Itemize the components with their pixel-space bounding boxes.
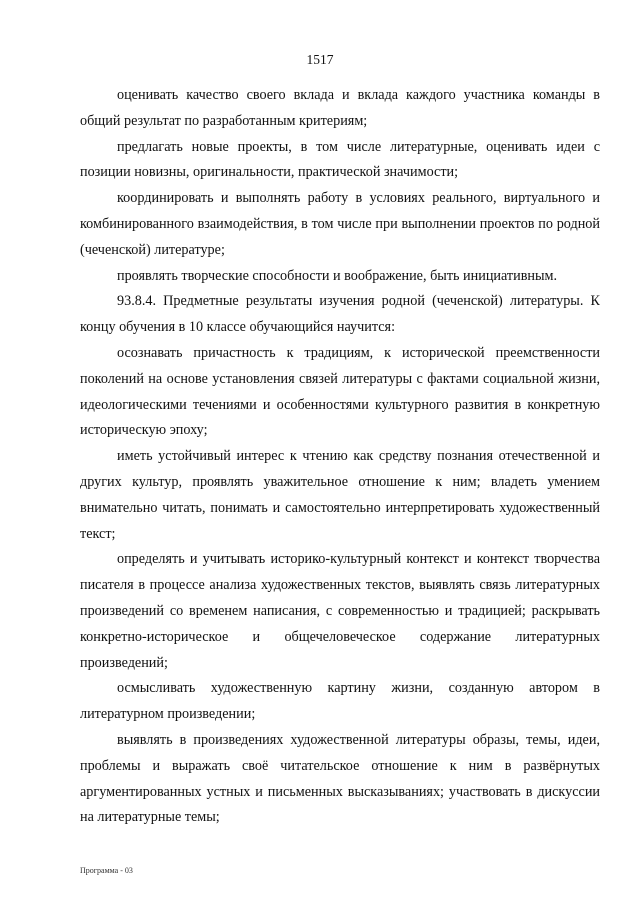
paragraph: проявлять творческие способности и воображение, быть инициативным. (117, 267, 558, 284)
body-text (80, 83, 600, 831)
footer-label: Программа - 03 (80, 866, 133, 875)
page-number: 1517 (306, 52, 334, 67)
paragraph: осознавать причастность к традициям, к исторической преемственности поколений на основе установления связей литературы с фактами социальной жизни, идеологическими течениями и особенностями культурного развития в конкретную историческую эпоху; (80, 344, 600, 439)
paragraph: оценивать качество своего вклада и вклада каждого участника команды в общий результат по разработанным критериям; (80, 87, 600, 129)
paragraph: выявлять в произведениях художественной литературы образы, темы, идеи, проблемы и выражать своё читательское отношение к ним в развёрнутых аргументированных устных и письменных высказываниях; участвовать в дискуссии на литературные темы; (80, 731, 600, 826)
paragraph: иметь устойчивый интерес к чтению как средству познания отечественной и других культур, проявлять уважительное отношение к ним; владеть умением внимательно читать, понимать и самостоятельно интерпретировать художественный текст; (80, 448, 600, 542)
section-heading-paragraph: 93.8.4. Предметные результаты изучения родной (чеченской) литературы. К концу обучения в 10 классе обучающийся научится: (80, 293, 600, 336)
paragraph: осмысливать художественную картину жизни, созданную автором в литературном произведении; (80, 680, 600, 723)
paragraph: определять и учитывать историко-культурный контекст и контекст творчества писателя в процессе анализа художественных текстов, выявлять связь литературных произведений со временем написания, с современностью и традицией; раскрывать конкретно-историческое и общечеловеческое содержание литературных произведений; (80, 551, 600, 671)
paragraph: предлагать новые проекты, в том числе литературные, оценивать идеи с позиции новизны, оригинальности, практической значимости; (80, 138, 600, 181)
paragraph: координировать и выполнять работу в условиях реального, виртуального и комбинированного взаимодействия, в том числе при выполнении проектов по родной (чеченской) литературе; (80, 190, 600, 258)
